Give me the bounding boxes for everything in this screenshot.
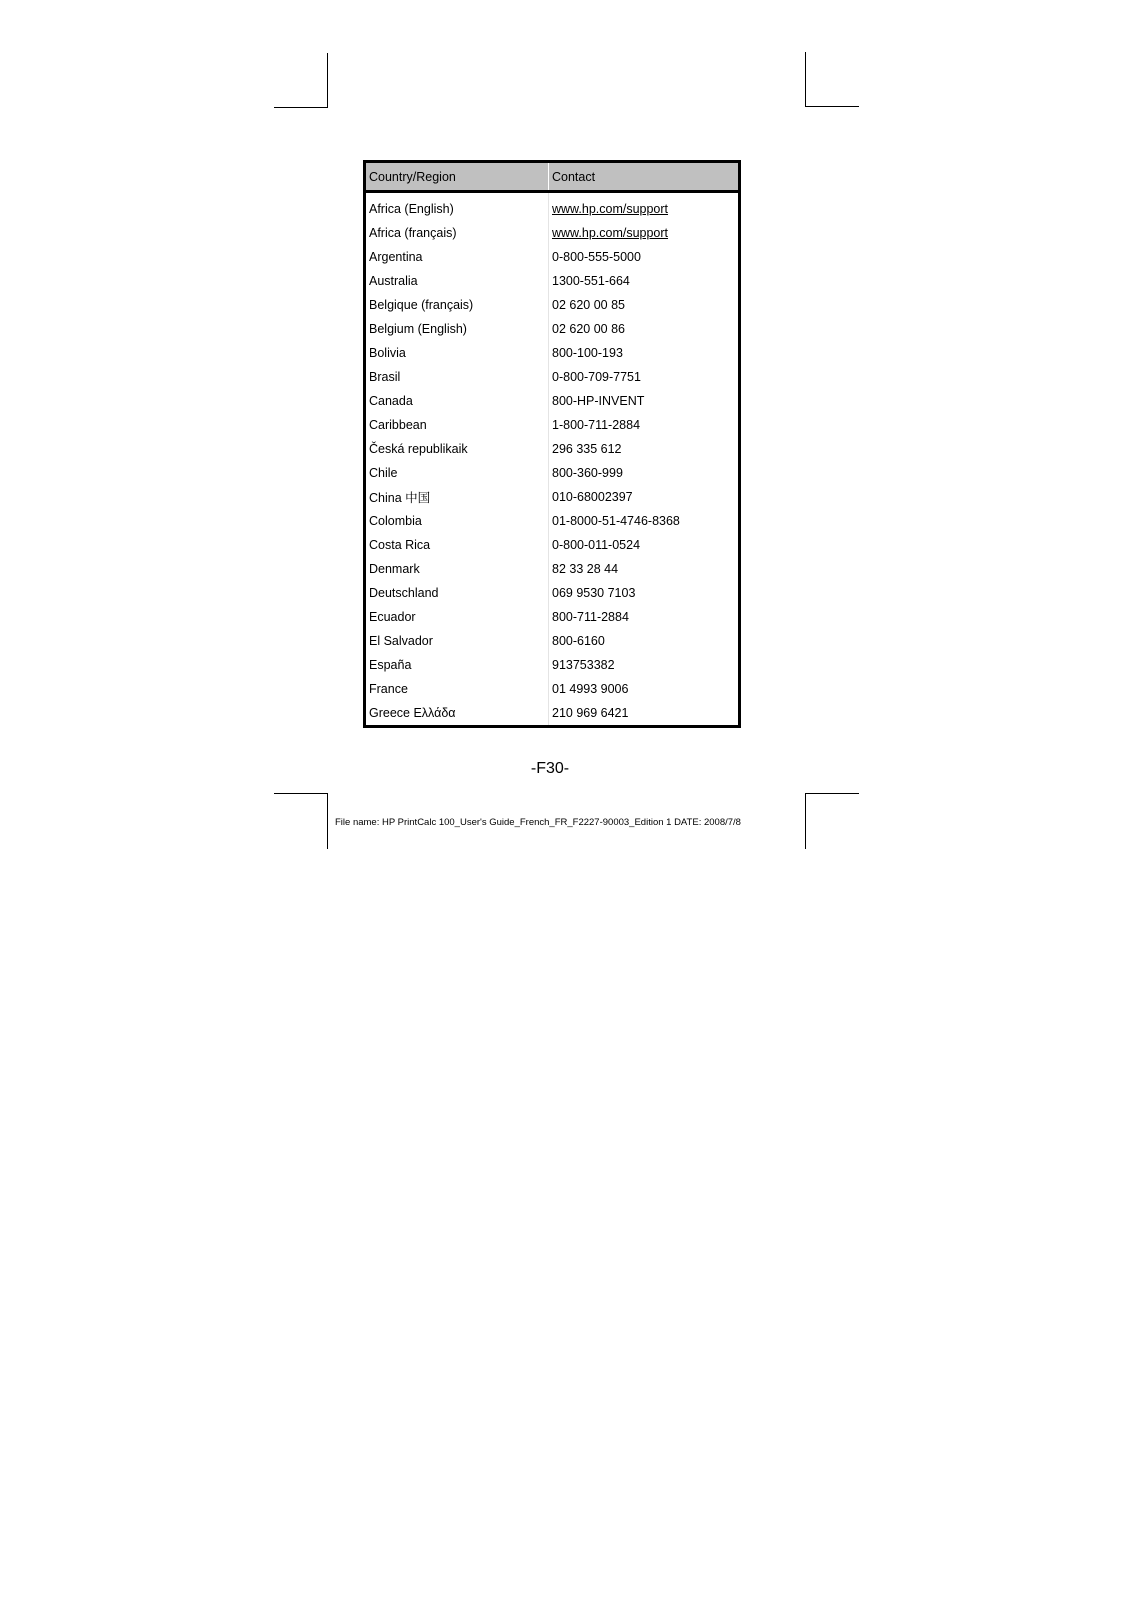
table-row (365, 293, 740, 317)
country-cell: España (365, 653, 549, 677)
table-row (365, 317, 740, 341)
country-cell: Denmark (365, 557, 549, 581)
table-row (365, 269, 740, 293)
table-header-row (365, 162, 740, 192)
contact-cell (549, 192, 740, 222)
country-cell: Bolivia (365, 341, 549, 365)
contact-cell: 800-100-193 (552, 346, 623, 360)
country-cell: Africa (français) (365, 221, 549, 245)
country-cell: Brasil (365, 365, 549, 389)
country-cell: Chile (365, 461, 549, 485)
country-cell: El Salvador (365, 629, 549, 653)
table-row (365, 437, 740, 461)
column-header-country: Country/Region (365, 162, 549, 192)
contact-cell: 02 620 00 85 (552, 298, 625, 312)
country-cell: France (365, 677, 549, 701)
contact-cell: 0-800-555-5000 (552, 250, 641, 264)
contact-cell: 01-8000-51-4746-8368 (552, 514, 680, 528)
table-row (365, 413, 740, 437)
crop-mark-top-right-vertical (805, 52, 806, 107)
country-cell: Ecuador (365, 605, 549, 629)
country-cell: Argentina (365, 245, 549, 269)
contact-cell: 296 335 612 (552, 442, 622, 456)
crop-mark-bottom-left-horizontal (274, 793, 328, 794)
country-cell: Costa Rica (365, 533, 549, 557)
table-row (365, 485, 740, 509)
table-row (365, 365, 740, 389)
table-row (365, 245, 740, 269)
file-info-footer: File name: HP PrintCalc 100_User's Guide_French_FR_F2227-90003_Edition 1 DATE: 2008/7/8 (335, 817, 741, 828)
table-row (365, 557, 740, 581)
table-body (365, 192, 740, 727)
country-cell: Australia (365, 269, 549, 293)
support-link[interactable]: www.hp.com/support (552, 202, 669, 216)
table-row (365, 192, 740, 222)
table-row (365, 389, 740, 413)
contact-cell: 02 620 00 86 (552, 322, 625, 336)
contact-cell: 800-6160 (552, 634, 605, 648)
country-cell: China 中国 (365, 485, 549, 509)
table-row (365, 653, 740, 677)
country-cell: Belgique (français) (365, 293, 549, 317)
table-row (365, 677, 740, 701)
column-header-contact: Contact (549, 162, 740, 192)
contact-cell: 1-800-711-2884 (552, 418, 641, 432)
country-cell: Caribbean (365, 413, 549, 437)
contact-cell: 0-800-709-7751 (552, 370, 641, 384)
crop-mark-bottom-right-vertical (805, 793, 806, 849)
page-number: -F30- (530, 760, 570, 777)
table-row (365, 533, 740, 557)
crop-mark-top-left-horizontal (274, 107, 328, 108)
contact-cell: 0-800-011-0524 (552, 538, 641, 552)
contact-cell: 010-68002397 (552, 490, 633, 504)
table-row (365, 461, 740, 485)
contact-cell: 82 33 28 44 (552, 562, 619, 576)
country-cell: Belgium (English) (365, 317, 549, 341)
contact-cell: 069 9530 7103 (552, 586, 636, 600)
table-row (365, 221, 740, 245)
table-row (365, 581, 740, 605)
contact-cell: 01 4993 9006 (552, 682, 629, 696)
table-row (365, 701, 740, 727)
table-row (365, 509, 740, 533)
support-contact-table (363, 160, 741, 728)
crop-mark-bottom-right-horizontal (805, 793, 859, 794)
country-cell: Česká republikaik (365, 437, 549, 461)
contact-cell: 800-711-2884 (552, 610, 629, 624)
contact-cell: 800-HP-INVENT (552, 394, 645, 408)
crop-mark-bottom-left-vertical (327, 793, 328, 849)
contact-cell: 1300-551-664 (552, 274, 630, 288)
contact-cell: 913753382 (552, 658, 615, 672)
crop-mark-top-right-horizontal (805, 106, 859, 107)
contact-cell: 210 969 6421 (552, 706, 629, 720)
country-cell: Greece Ελλάδα (365, 701, 549, 727)
contact-cell (549, 221, 740, 245)
support-link[interactable]: www.hp.com/support (552, 226, 669, 240)
table-row (365, 605, 740, 629)
country-cell: Africa (English) (365, 192, 549, 222)
table-row (365, 341, 740, 365)
country-cell: Canada (365, 389, 549, 413)
country-cell: Deutschland (365, 581, 549, 605)
country-cell: Colombia (365, 509, 549, 533)
table-row (365, 629, 740, 653)
contact-cell: 800-360-999 (552, 466, 623, 480)
crop-mark-top-left-vertical (327, 53, 328, 108)
